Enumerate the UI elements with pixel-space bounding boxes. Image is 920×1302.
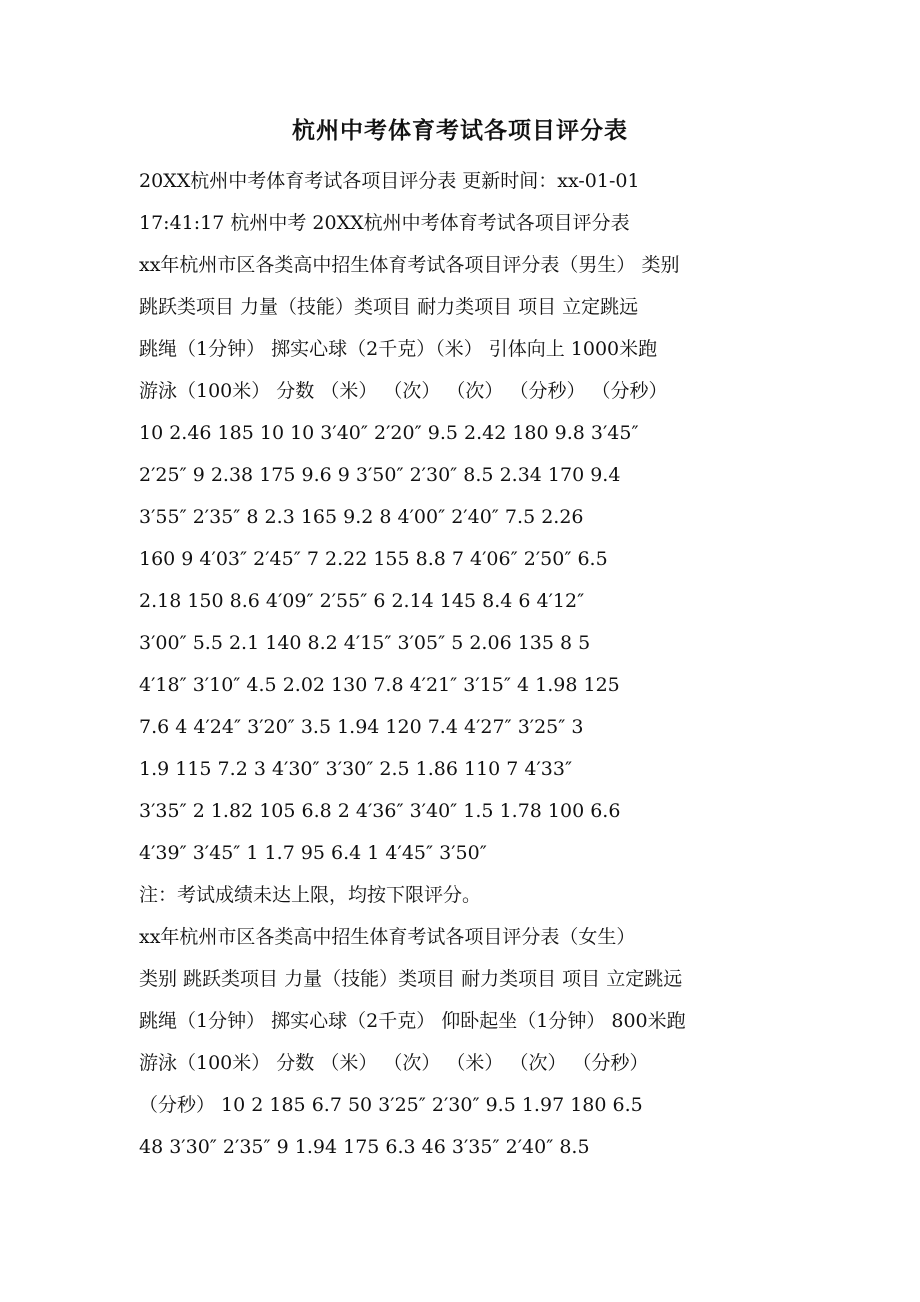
text-line: 10 2.46 185 10 10 3′40″ 2′20″ 9.5 2.42 180 9.8 3′45″ xyxy=(139,422,639,444)
text-line: 7.6 4 4′24″ 3′20″ 3.5 1.94 120 7.4 4′27″ 3′25″ 3 xyxy=(139,716,584,738)
text-line: 3′55″ 2′35″ 8 2.3 165 9.2 8 4′00″ 2′40″ 7.5 2.26 xyxy=(139,506,584,528)
text-line: 跳绳（1分钟） 掷实心球（2千克）（米） 引体向上 1000米跑 xyxy=(139,338,658,360)
text-line: 20XX杭州中考体育考试各项目评分表 更新时间：xx-01-01 xyxy=(139,170,640,192)
text-line: 2.18 150 8.6 4′09″ 2′55″ 6 2.14 145 8.4 6 4′12″ xyxy=(139,590,585,612)
text-line: 4′39″ 3′45″ 1 1.7 95 6.4 1 4′45″ 3′50″ xyxy=(139,842,487,864)
text-line: 游泳（100米） 分数 （米） （次） （次） （分秒） （分秒） xyxy=(139,380,668,402)
text-line: 1.9 115 7.2 3 4′30″ 3′30″ 2.5 1.86 110 7 4′33″ xyxy=(139,758,573,780)
text-line: 跳绳（1分钟） 掷实心球（2千克） 仰卧起坐（1分钟） 800米跑 xyxy=(139,1010,686,1032)
text-line: 跳跃类项目 力量（技能）类项目 耐力类项目 项目 立定跳远 xyxy=(139,296,639,318)
text-line: xx年杭州市区各类高中招生体育考试各项目评分表（女生） xyxy=(139,926,636,948)
text-line: 2′25″ 9 2.38 175 9.6 9 3′50″ 2′30″ 8.5 2.34 170 9.4 xyxy=(139,464,621,486)
text-line: 3′35″ 2 1.82 105 6.8 2 4′36″ 3′40″ 1.5 1.78 100 6.6 xyxy=(139,800,621,822)
text-line: 48 3′30″ 2′35″ 9 1.94 175 6.3 46 3′35″ 2′40″ 8.5 xyxy=(139,1136,590,1158)
document-body xyxy=(139,160,799,1168)
text-line: 游泳（100米） 分数 （米） （次） （米） （次） （分秒） xyxy=(139,1052,649,1074)
text-line: （分秒） 10 2 185 6.7 50 3′25″ 2′30″ 9.5 1.97 180 6.5 xyxy=(139,1094,643,1116)
text-line: 4′18″ 3′10″ 4.5 2.02 130 7.8 4′21″ 3′15″ 4 1.98 125 xyxy=(139,674,620,696)
text-line: xx年杭州市区各类高中招生体育考试各项目评分表（男生） 类别 xyxy=(139,254,680,276)
text-line: 17:41:17 杭州中考 20XX杭州中考体育考试各项目评分表 xyxy=(139,212,630,234)
document-title: 杭州中考体育考试各项目评分表 xyxy=(292,117,628,144)
text-line: 3′00″ 5.5 2.1 140 8.2 4′15″ 3′05″ 5 2.06 135 8 5 xyxy=(139,632,591,654)
text-line: 类别 跳跃类项目 力量（技能）类项目 耐力类项目 项目 立定跳远 xyxy=(139,968,683,990)
text-line: 160 9 4′03″ 2′45″ 7 2.22 155 8.8 7 4′06″ 2′50″ 6.5 xyxy=(139,548,608,570)
text-line: 注：考试成绩未达上限，均按下限评分。 xyxy=(139,884,482,906)
